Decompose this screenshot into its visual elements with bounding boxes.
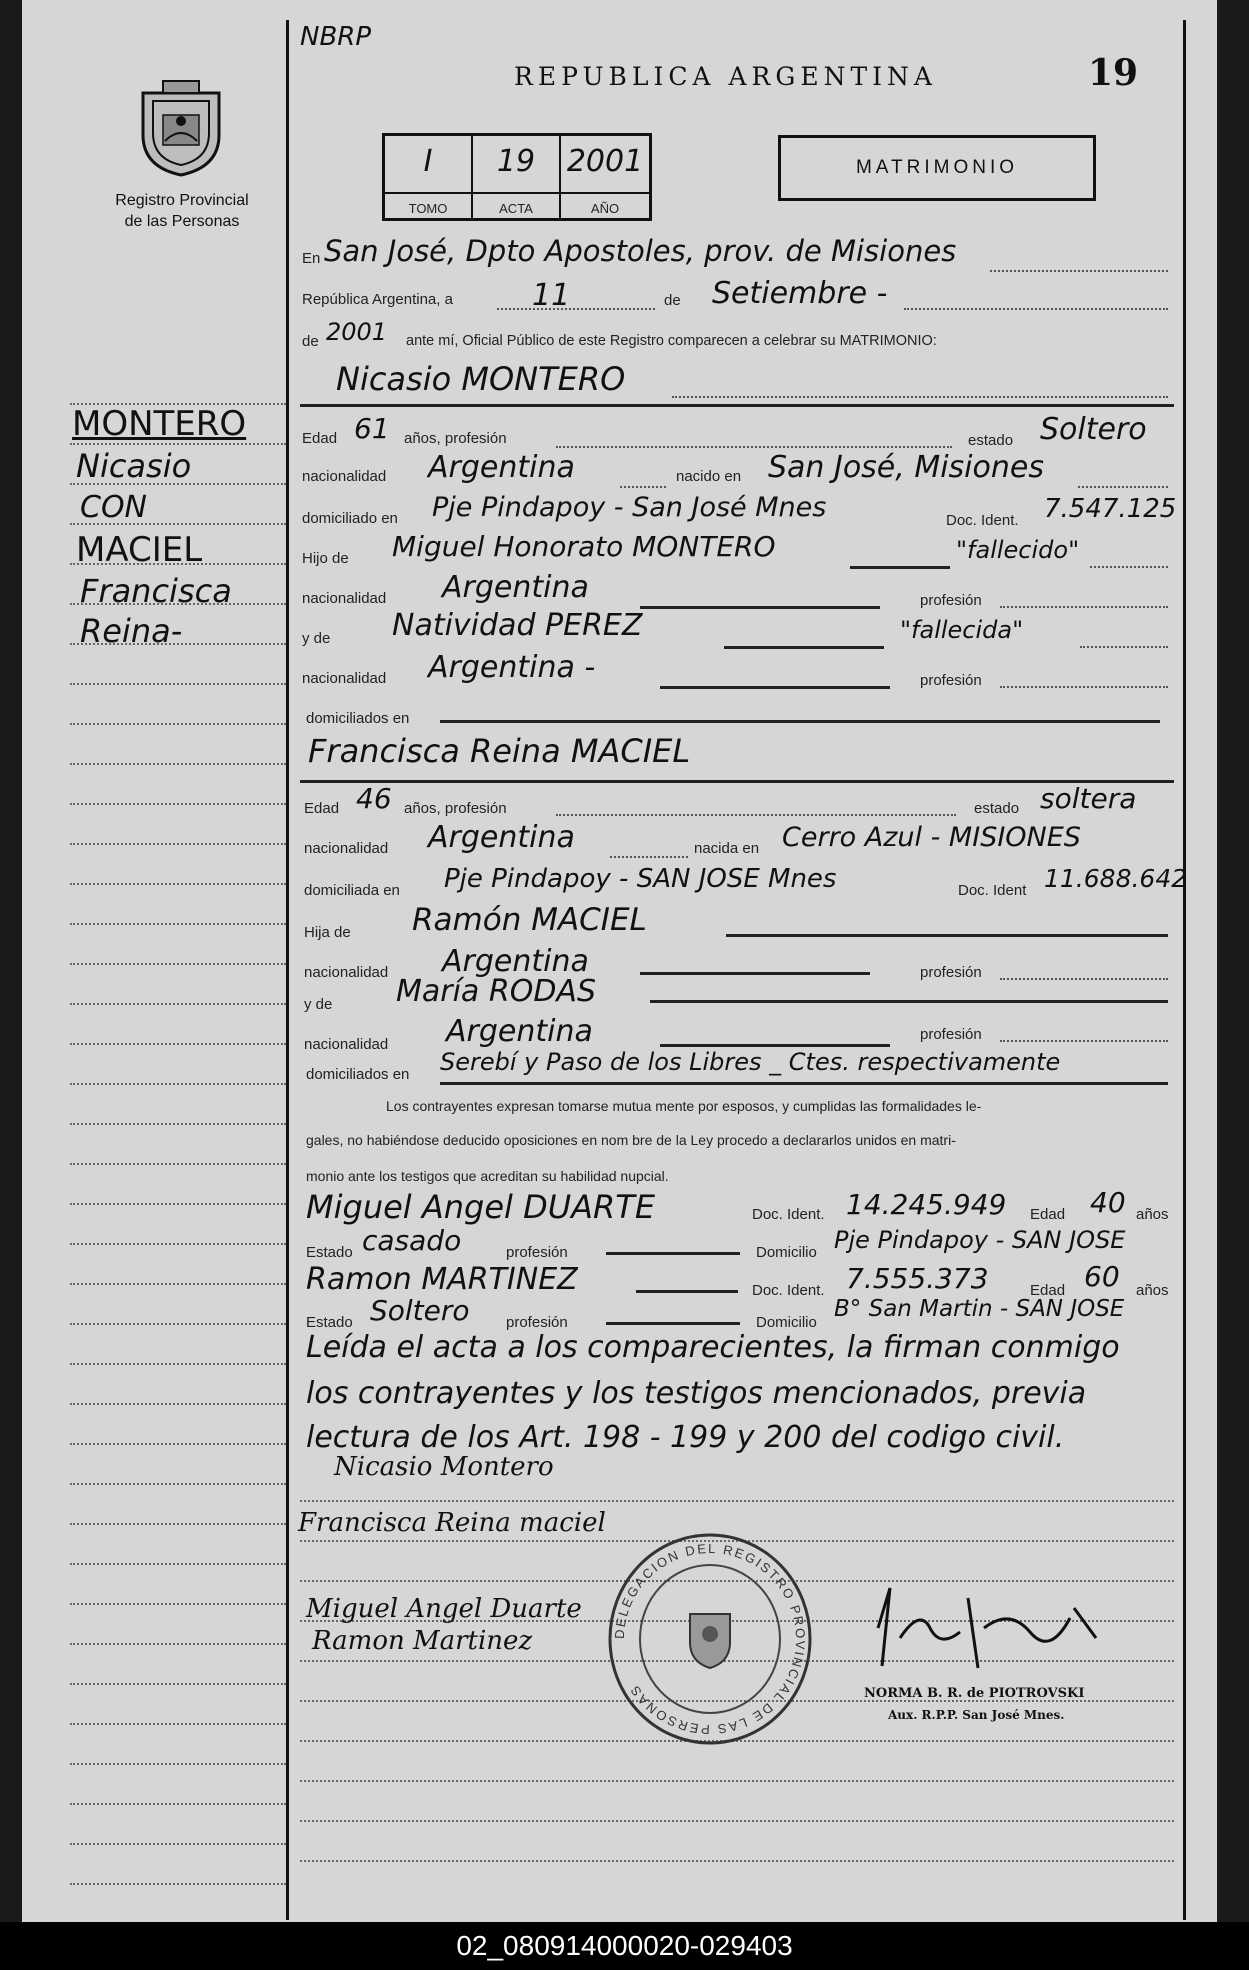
fill-line (640, 972, 870, 975)
intro-year: 2001 (326, 318, 388, 346)
fill-line (904, 308, 1168, 310)
margin-con: CON (80, 490, 148, 525)
bride-nacionalidad-label: nacionalidad (304, 840, 389, 857)
bride-mother-nac-label: nacionalidad (304, 1036, 389, 1053)
bride-status: soltera (1040, 782, 1137, 815)
bride-yde-label: y de (304, 996, 333, 1013)
groom-signature: Nicasio Montero (334, 1452, 554, 1482)
groom-estado-label: estado (968, 432, 1014, 449)
margin-line (70, 803, 286, 805)
fill-line (556, 446, 952, 448)
margin-line (70, 1723, 286, 1725)
de-label: de (664, 292, 681, 309)
en-label: En (302, 250, 321, 267)
margin-line (70, 1283, 286, 1285)
registry-name (80, 190, 284, 232)
groom-edad-label: Edad (302, 430, 338, 447)
witness1-status: casado (362, 1224, 462, 1257)
margin-line (70, 843, 286, 845)
witness1-doc-label: Doc. Ident. (752, 1206, 825, 1223)
witness1-anos-label: años (1136, 1206, 1169, 1223)
margin-line (70, 1843, 286, 1845)
margin-line (70, 1803, 286, 1805)
margin-line (70, 1243, 286, 1245)
margin-line (70, 723, 286, 725)
groom-mother-prof-label: profesión (920, 672, 982, 689)
intro-day: 11 (532, 278, 571, 313)
groom-mother: Natividad PEREZ (392, 608, 643, 643)
margin-line (70, 1323, 286, 1325)
fill-line (660, 1044, 890, 1047)
declaration-line-3: monio ante los testigos que acreditan su habilidad nupcial. (306, 1168, 669, 1184)
witness2-anos-label: años (1136, 1282, 1169, 1299)
witness1-estado-label: Estado (306, 1244, 353, 1261)
bride-age: 46 (356, 782, 392, 815)
margin-line (70, 683, 286, 685)
record-box (382, 133, 652, 221)
ante-text: ante mí, Oficial Público de este Registro comparecen a celebrar su MATRIMONIO: (406, 333, 937, 349)
witness1-profesion-label: profesión (506, 1244, 568, 1261)
fill-line (1090, 566, 1168, 568)
margin-line (70, 1363, 286, 1365)
groom-mother-nationality: Argentina - (428, 650, 596, 685)
ano-cell (561, 136, 649, 218)
fill-line (1000, 686, 1168, 688)
margin-line (70, 1123, 286, 1125)
bride-father-nac-label: nacionalidad (304, 964, 389, 981)
official-signature-icon (860, 1568, 1110, 1678)
section-rule (300, 404, 1174, 407)
groom-yde-label: y de (302, 630, 331, 647)
bride-signature: Francisca Reina maciel (298, 1508, 606, 1538)
official-name: NORMA B. R. de PIOTROVSKI (864, 1686, 1085, 1701)
bride-estado-label: estado (974, 800, 1020, 817)
groom-domicile: Pje Pindapoy - San José Mnes (432, 492, 827, 523)
groom-status: Soltero (1040, 412, 1147, 447)
witness2-estado-label: Estado (306, 1314, 353, 1331)
margin-line (70, 1883, 286, 1885)
fill-line (497, 308, 655, 310)
fill-line (440, 720, 1160, 723)
intro-place: San José, Dpto Apostoles, prov. de Misiones (324, 234, 957, 268)
margin-line (70, 1563, 286, 1565)
page-number: 19 (1088, 52, 1139, 94)
margin-line (70, 1643, 286, 1645)
witness1-domicile: Pje Pindapoy - SAN JOSE (834, 1226, 1126, 1254)
bride-domiciliados-label: domiciliados en (306, 1066, 410, 1083)
groom-father-note: "fallecido" (956, 536, 1080, 564)
footer-id: 02_080914000020-029403 (0, 1922, 1249, 1970)
groom-doc: 7.547.125 (1044, 494, 1177, 524)
witness2-domicile: B° San Martin - SAN JOSE (834, 1296, 1125, 1322)
fill-line (724, 646, 884, 649)
margin-line (70, 883, 286, 885)
bride-hija-label: Hija de (304, 924, 351, 941)
witness1-age: 40 (1090, 1186, 1126, 1219)
witness1-doc: 14.245.949 (846, 1188, 1007, 1221)
fill-line (1080, 646, 1168, 648)
witness1-name: Miguel Angel DUARTE (306, 1188, 656, 1226)
witness2-name: Ramon MARTINEZ (306, 1262, 578, 1297)
groom-mother-nac-label: nacionalidad (302, 670, 387, 687)
acta-value: 19 (496, 144, 536, 179)
bride-mother: María RODAS (396, 974, 596, 1009)
margin-line (70, 1603, 286, 1605)
signature-line (300, 1820, 1174, 1822)
bride-profesion-label: años, profesión (404, 800, 507, 817)
intro-month: Setiembre - (712, 276, 888, 311)
registry-line2: de las Personas (124, 213, 240, 230)
margin-line (70, 763, 286, 765)
fill-line (660, 686, 890, 689)
closing-line-2: los contrayentes y los testigos mencionados, previa (306, 1376, 1087, 1411)
ano-value: 2001 (566, 144, 644, 179)
fill-line (640, 606, 880, 609)
witness2-status: Soltero (370, 1294, 470, 1327)
declaration-line-2: gales, no habiéndose deducido oposiciones en nom bre de la Ley procedo a declararlos unidos en matri- (306, 1132, 956, 1148)
margin-bride-surname: MACIEL (76, 530, 203, 570)
witness1-domicilio-label: Domicilio (756, 1244, 817, 1261)
fill-line (850, 566, 950, 569)
right-rule (1183, 20, 1186, 1920)
tomo-cell (385, 136, 473, 218)
matrimonio-box: MATRIMONIO (778, 135, 1096, 201)
groom-nacido-label: nacido en (676, 468, 742, 485)
fill-line (1000, 606, 1168, 608)
bride-domiciliada-label: domiciliada en (304, 882, 400, 899)
acta-cell (473, 136, 561, 218)
groom-father-nac-label: nacionalidad (302, 590, 387, 607)
witness2-edad-label: Edad (1030, 1282, 1066, 1299)
groom-hijo-label: Hijo de (302, 550, 349, 567)
official-seal-icon (604, 1530, 816, 1748)
witness2-age: 60 (1084, 1260, 1120, 1293)
declaration-line-1: Los contrayentes expresan tomarse mutua mente por esposos, y cumplidas las formalidades le- (386, 1098, 982, 1114)
bride-edad-label: Edad (304, 800, 340, 817)
witness2-doc: 7.555.373 (846, 1262, 989, 1295)
witness1-edad-label: Edad (1030, 1206, 1066, 1223)
witness2-domicilio-label: Domicilio (756, 1314, 817, 1331)
signature-line (300, 1860, 1174, 1862)
margin-line (70, 1523, 286, 1525)
groom-nacionalidad-label: nacionalidad (302, 468, 387, 485)
margin-line (70, 1683, 286, 1685)
witness1-signature: Miguel Angel Duarte (306, 1594, 582, 1624)
fill-line (620, 486, 666, 488)
margin-line (70, 1043, 286, 1045)
bride-parents-domicile: Serebí y Paso de los Libres _ Ctes. respectivamente (440, 1048, 1061, 1076)
bride-father-nationality: Argentina (442, 944, 589, 979)
acta-label: ACTA (499, 201, 533, 216)
fill-line (650, 1000, 1168, 1003)
republica-label: República Argentina, a (302, 291, 453, 308)
margin-line (70, 963, 286, 965)
groom-domiciliados-label: domiciliados en (306, 710, 410, 727)
groom-doc-label: Doc. Ident. (946, 512, 1019, 529)
bride-father-prof-label: profesión (920, 964, 982, 981)
bride-doc-label: Doc. Ident (958, 882, 1027, 899)
margin-line (70, 1003, 286, 1005)
margin-line (70, 1763, 286, 1765)
groom-father-prof-label: profesión (920, 592, 982, 609)
tomo-value: I (423, 144, 433, 179)
fill-line (990, 270, 1168, 272)
bride-nationality: Argentina (428, 820, 575, 855)
de2-label: de (302, 333, 319, 350)
fill-line (1000, 1040, 1168, 1042)
fill-line (636, 1290, 738, 1293)
signature-line (300, 1780, 1174, 1782)
fill-line (610, 856, 688, 858)
closing-line-3: lectura de los Art. 198 - 199 y 200 del codigo civil. (306, 1420, 1065, 1455)
province-emblem-icon (133, 75, 229, 179)
corner-note: NBRP (300, 22, 372, 52)
margin-line (70, 1163, 286, 1165)
groom-nationality: Argentina (428, 450, 575, 485)
tomo-label: TOMO (408, 201, 448, 216)
margin-line (70, 923, 286, 925)
header-title: REPUBLICA ARGENTINA (514, 62, 937, 91)
fill-line (1000, 978, 1168, 980)
fill-line (440, 1082, 1168, 1085)
fill-line (672, 396, 1168, 398)
bride-mother-prof-label: profesión (920, 1026, 982, 1043)
groom-age: 61 (354, 412, 390, 445)
bride-domicile: Pje Pindapoy - SAN JOSE Mnes (444, 864, 837, 894)
groom-father-nationality: Argentina (442, 570, 589, 605)
ano-label: AÑO (590, 201, 620, 216)
record-box-divider (385, 192, 649, 194)
margin-line (70, 1483, 286, 1485)
margin-groom-given: Nicasio (76, 447, 192, 485)
groom-mother-note: "fallecida" (900, 616, 1024, 644)
margin-line (70, 1443, 286, 1445)
fill-line (726, 934, 1168, 937)
bride-name: Francisca Reina MACIEL (308, 732, 691, 770)
groom-name: Nicasio MONTERO (336, 360, 626, 398)
official-title: Aux. R.P.P. San José Mnes. (888, 1708, 1065, 1722)
fill-line (606, 1322, 740, 1325)
fill-line (606, 1252, 740, 1255)
witness2-profesion-label: profesión (506, 1314, 568, 1331)
margin-line (70, 1403, 286, 1405)
bride-father: Ramón MACIEL (412, 902, 647, 938)
closing-line-1: Leída el acta a los comparecientes, la firman conmigo (306, 1330, 1120, 1365)
bride-mother-nationality: Argentina (446, 1014, 593, 1049)
signature-line (300, 1500, 1174, 1502)
registry-line1: Registro Provincial (115, 192, 249, 209)
bride-born: Cerro Azul - MISIONES (782, 822, 1081, 853)
fill-line (1078, 486, 1168, 488)
bride-nacida-label: nacida en (694, 840, 760, 857)
witness2-doc-label: Doc. Ident. (752, 1282, 825, 1299)
witness2-signature: Ramon Martinez (312, 1626, 533, 1656)
margin-bride-second: Reina- (80, 612, 183, 650)
groom-domiciliado-label: domiciliado en (302, 510, 398, 527)
groom-born: San José, Misiones (768, 450, 1044, 485)
margin-bride-given: Francisca (80, 572, 232, 610)
margin-rule (286, 20, 289, 1920)
groom-profesion-label: años, profesión (404, 430, 507, 447)
fill-line (556, 814, 956, 816)
margin-line (70, 1083, 286, 1085)
margin-groom-surname: MONTERO (72, 404, 247, 444)
bride-doc: 11.688.642 (1044, 864, 1188, 893)
seal-text: DELEGACION DEL REGISTRO PROVINCIAL DE LAS PERSONAS (611, 1540, 809, 1738)
groom-father: Miguel Honorato MONTERO (392, 530, 776, 563)
margin-line (70, 1203, 286, 1205)
